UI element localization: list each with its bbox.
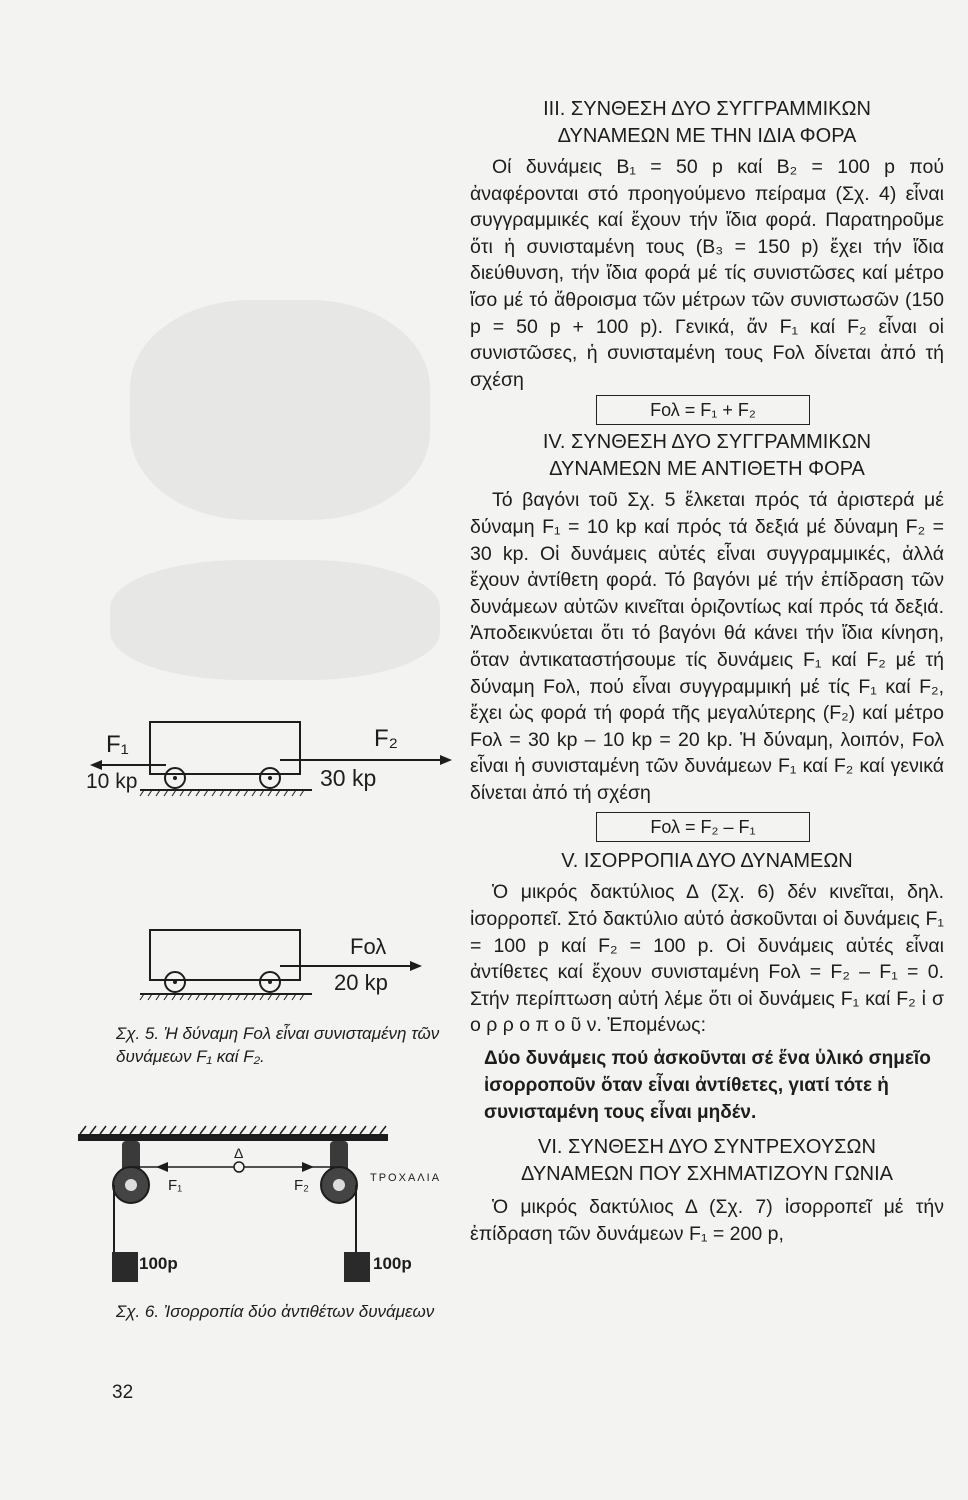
heading-line: ΙΙΙ. ΣΥΝΘΕΣΗ ΔΥΟ ΣΥΓΓΡΑΜΜΙΚΩΝ: [543, 98, 871, 120]
formula-sum: Fολ = F₁ + F₂: [596, 395, 810, 425]
arrowhead-icon: [410, 961, 422, 971]
section-4-paragraph: Τό βαγόνι τοῦ Σχ. 5 ἕλκεται πρός τά ἀριστερά μέ δύναμη F₁ = 10 kp καί πρός τά δεξιά μέ δύναμη F₂ = 30 kp. Οἱ δυνάμεις αὐτές εἶναι συγγραμμικές, ἀλλά ἔχουν ἀντίθετη φορά. Τό βαγόνι μέ τήν ἐπίδραση τῶν δυνάμεων αὐτῶν κινεῖται ὁριζοντίως καί πρός τά δεξιά. Ἀποδεικνύεται ὅτι τό βαγόνι θά κάνει τήν ἴδια κίνηση, ὅταν ἀντικαταστήσουμε τίς δυνάμεις F₁ καί F₂ μέ τή δύναμη Fολ, πού εἶναι συγγραμμική μέ τίς F₁ καί F₂, ἔχει ὡς φορά τή φορά τῆς μεγαλύτερης (F₂) καί μέτρο Fολ = 30 kp – 10 kp = 20 kp. Ἡ δύναμη, λοιπόν, Fολ εἶναι ἡ συνισταμένη τῶν δυνάμεων F₁ καί F₂ καί γενικά δίνεται ἀπό τή σχέση: [470, 489, 944, 804]
section-5-heading: V. ΙΣΟΡΡΟΠΙΑ ΔΥΟ ΔΥΝΑΜΕΩΝ: [561, 850, 853, 873]
f2-value: 30 kp: [320, 765, 377, 791]
heading-line: VI. ΣΥΝΘΕΣΗ ΔΥΟ ΣΥΝΤΡΕΧΟΥΣΩΝ: [538, 1136, 876, 1159]
heading-line: ΔΥΝΑΜΕΩΝ ΜΕ ΤΗΝ ΙΔΙΑ ΦΟΡΑ: [557, 125, 857, 147]
heading-line: IV. ΣΥΝΘΕΣΗ ΔΥΟ ΣΥΓΓΡΑΜΜΙΚΩΝ: [542, 431, 872, 454]
pulley-label: ΤΡΟΧΑΛΙΑ: [370, 1172, 442, 1184]
ring-delta: [234, 1162, 244, 1172]
bleed-through-smudge: [130, 300, 430, 520]
section-6-heading: [470, 1134, 944, 1188]
figure-5-caption: Σχ. 5. Ἡ δύναμη Fολ εἶναι συνισταμένη τῶν δυνάμεων F₁ καί F₂.: [116, 1024, 440, 1066]
left-weight-label: 100p: [139, 1254, 178, 1273]
section-6-paragraph: Ὁ μικρός δακτύλιος Δ (Σχ. 7) ἰσορροπεῖ μέ τήν ἐπίδραση τῶν δυνάμεων F₁ = 200 p,: [470, 1196, 944, 1245]
arrowhead-icon: [440, 755, 452, 765]
fol-label: Fολ: [350, 934, 387, 959]
text-column: [470, 96, 944, 1247]
ring-label: Δ: [234, 1145, 244, 1161]
arrowhead-icon: [302, 1162, 314, 1172]
section-3-heading: [470, 96, 944, 150]
wagon-body: [150, 722, 300, 774]
section-3-paragraph: Οί δυνάμεις Β₁ = 50 p καί Β₂ = 100 p πού ἀναφέρονται στό προηγούμενο πείραμα (Σχ. 4) εἶναι συγγραμμικές καί ἔχουν τήν ἴδια φορά. Παρατηροῦμε ὅτι ἡ συνισταμένη τους (Β₃ = 150 p) ἔχει τήν ἴδια διεύθυνση, τήν ἴδια φορά μέ τίς συνιστῶσες καί μέτρο ἴσο μέ τό ἄθροισμα τῶν μέτρων τῶν συνιστωσῶν (150 p = 50 p + 100 p). Γενικά, ἄν F₁ καί F₂ εἶναι οἱ συνιστῶσες, ἡ συνισταμένη τους Fολ δίνεται ἀπό τή σχέση: [470, 156, 944, 391]
f2-label: F₂: [374, 725, 398, 752]
right-weight: [344, 1252, 370, 1282]
page-number: 32: [112, 1382, 134, 1403]
fol-value: 20 kp: [334, 970, 388, 995]
f1-label: F₁: [168, 1177, 183, 1194]
bleed-through-smudge: [110, 560, 440, 680]
left-weight: [112, 1252, 138, 1282]
equilibrium-rule: Δύο δυνάμεις πού ἀσκοῦνται σέ ἕνα ὑλικό σημεῖο ἰσορροποῦν ὅταν εἶναι ἀντίθετες, γιατί τότε ἡ συνισταμένη τους εἶναι μηδέν.: [484, 1048, 931, 1124]
section-5-paragraph: Ὁ μικρός δακτύλιος Δ (Σχ. 6) δέν κινεῖται, δηλ. ἰσορροπεῖ. Στό δακτύλιο αὐτό ἀσκοῦνται οἱ δυνάμεις F₁ = 100 p καί F₂ = 100 p. Οἱ δυνάμεις αὐτές εἶναι ἀντίθετες καί ἔχουν συνισταμένη Fολ = F₂ – F₁ = 0. Στήν περίπτωση αὐτή λέμε ὅτι οἱ δυνάμεις F₁ καί F₂ ἰ σ ο ρ ρ ο π ο ῦ ν. Ἐπομένως:: [470, 881, 944, 1037]
arrowhead-icon: [90, 760, 102, 770]
f2-label: F₂: [294, 1177, 309, 1194]
f1-value: 10 kp: [86, 770, 138, 793]
right-weight-label: 100p: [373, 1254, 412, 1273]
arrowhead-icon: [156, 1162, 168, 1172]
f1-label: F₁: [106, 731, 129, 758]
heading-line: ΔΥΝΑΜΕΩΝ ΜΕ ΑΝΤΙΘΕΤΗ ΦΟΡΑ: [549, 458, 865, 481]
heading-line: ΔΥΝΑΜΕΩΝ ΠΟΥ ΣΧΗΜΑΤΙΖΟΥΝ ΓΩΝΙΑ: [520, 1163, 894, 1186]
figure-5-wagons: [80, 710, 460, 1020]
ceiling-beam: [78, 1134, 388, 1141]
section-4-heading: [470, 429, 944, 483]
figure-6-pulleys: [76, 1124, 466, 1290]
formula-difference: Fολ = F₂ – F₁: [596, 812, 810, 842]
figure-6-caption: Σχ. 6. Ἰσορροπία δύο ἀντιθέτων δυνάμεων: [116, 1302, 435, 1321]
